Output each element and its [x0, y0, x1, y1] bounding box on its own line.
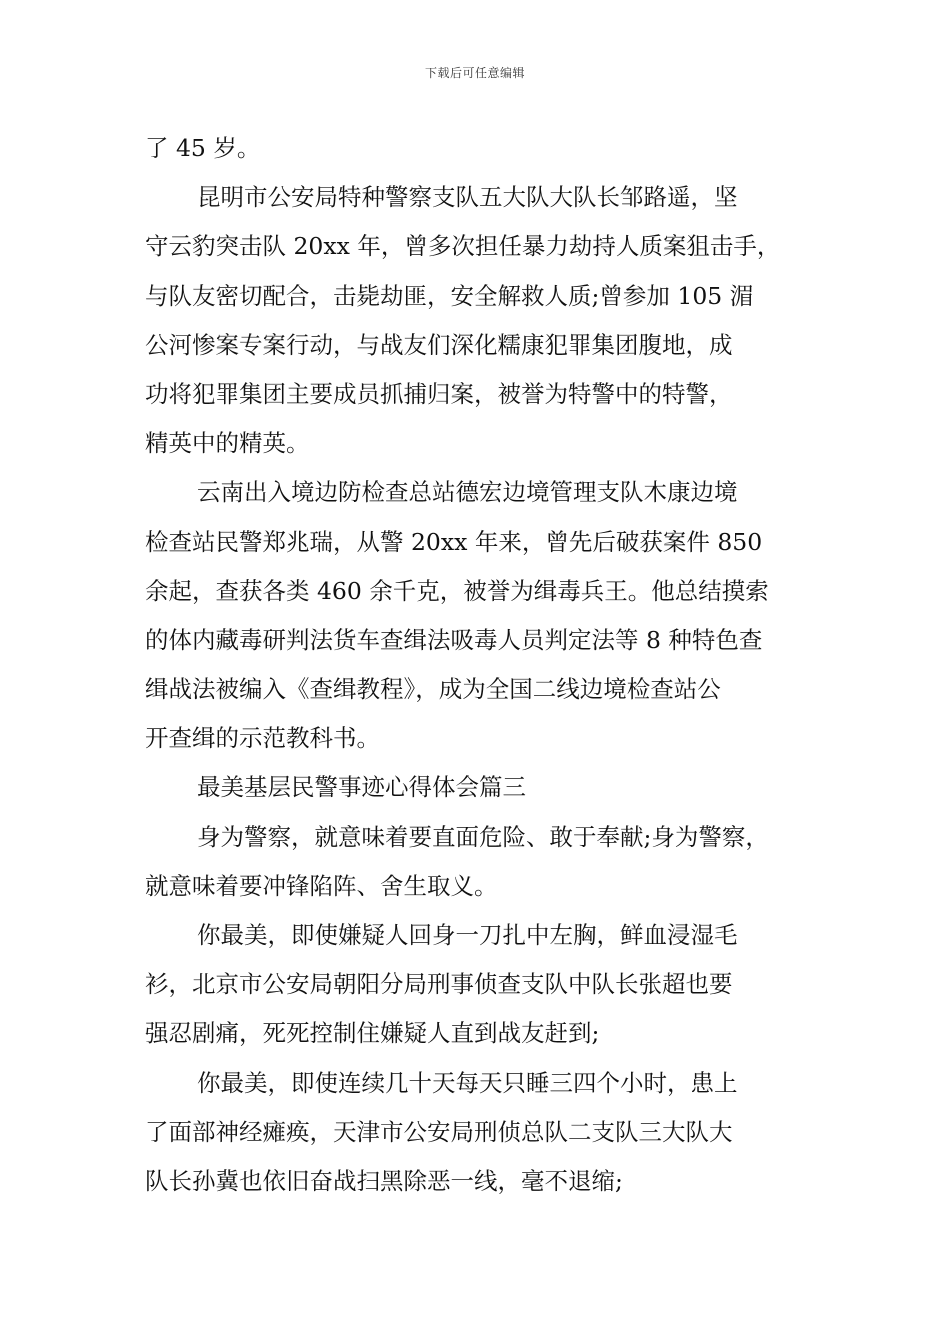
paragraph-first-line: 云南出入境边防检查总站德宏边境管理支队木康边境 — [197, 478, 738, 507]
text-line: 的体内藏毒研判法货车查缉法吸毒人员判定法等 8 种特色查 — [145, 625, 763, 654]
text-line: 公河惨案专案行动，与战友们深化糯康犯罪集团腹地，成 — [145, 330, 733, 359]
text-line: 了面部神经瘫痪，天津市公安局刑侦总队二支队三大队大 — [145, 1117, 733, 1146]
page-header-note: 下载后可任意编辑 — [424, 66, 525, 80]
text-line: 功将犯罪集团主要成员抓捕归案，被誉为特警中的特警， — [145, 379, 733, 408]
text-line: 精英中的精英。 — [145, 429, 310, 458]
paragraph-first-line: 昆明市公安局特种警察支队五大队大队长邹路遥，坚 — [197, 183, 738, 212]
text-line: 强忍剧痛，死死控制住嫌疑人直到战友赶到; — [145, 1019, 600, 1048]
text-line: 检查站民警郑兆瑞，从警 20xx 年来，曾先后破获案件 850 — [145, 527, 763, 556]
paragraph-first-line: 你最美，即使嫌疑人回身一刀扎中左胸，鲜血浸湿毛 — [197, 921, 738, 949]
text-line: 与队友密切配合，击毙劫匪，安全解救人质;曾参加 105 湄 — [145, 281, 754, 310]
text-line: 了 45 岁。 — [145, 134, 261, 162]
document-body — [145, 124, 810, 1206]
section-heading: 最美基层民警事迹心得体会篇三 — [197, 773, 526, 802]
text-line: 队长孙冀也依旧奋战扫黑除恶一线，毫不退缩; — [145, 1166, 623, 1195]
text-line: 就意味着要冲锋陷阵、舍生取义。 — [145, 871, 498, 900]
text-line: 开查缉的示范教科书。 — [145, 724, 380, 753]
text-line: 衫，北京市公安局朝阳分局刑事侦查支队中队长张超也要 — [145, 970, 733, 999]
text-line: 守云豹突击队 20xx 年，曾多次担任暴力劫持人质案狙击手， — [145, 232, 781, 261]
text-line: 余起，查获各类 460 余千克，被誉为缉毒兵王。他总结摸索 — [145, 576, 769, 605]
paragraph-first-line: 身为警察，就意味着要直面危险、敢于奉献;身为警察， — [197, 822, 769, 851]
text-line: 缉战法被编入《查缉教程》，成为全国二线边境检查站公 — [145, 675, 721, 704]
paragraph-first-line: 你最美，即使连续几十天每天只睡三四个小时，患上 — [197, 1068, 738, 1097]
